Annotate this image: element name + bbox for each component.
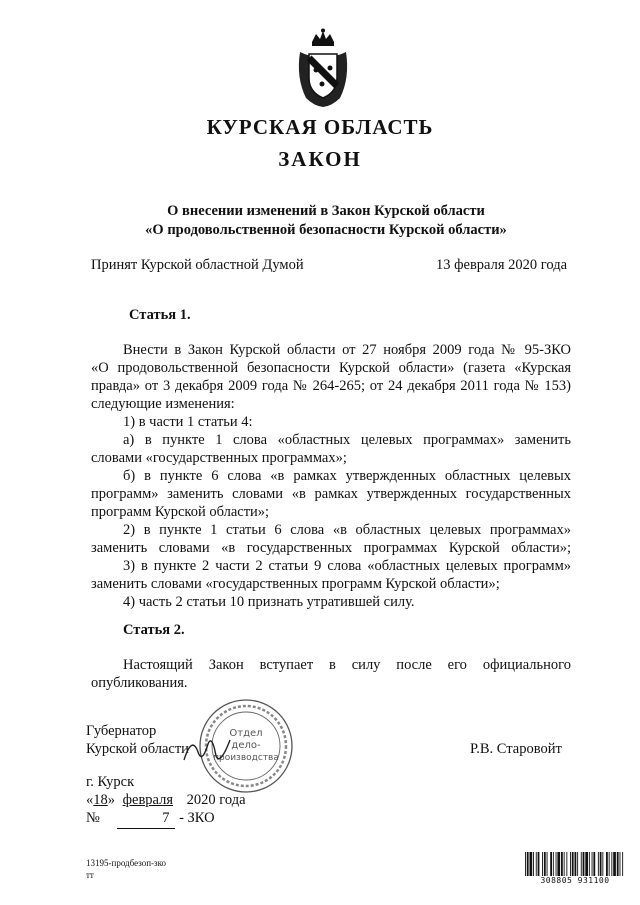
signing-date [86, 791, 246, 810]
barcode-bar [583, 852, 585, 876]
article-1-line: правда» от 3 декабря 2009 года № 264-265; от 24 декабря 2011 года № 153) [91, 378, 571, 394]
article-1-item: словами «государственных программах»; [91, 450, 347, 466]
date-quote-open: « [86, 792, 94, 808]
executor-initials: тт [86, 870, 94, 880]
barcode-bar [572, 852, 574, 876]
article-1-heading: Статья 1. [129, 307, 191, 323]
article-1-item: заменить словами «государственных программ Курской области»; [91, 576, 500, 592]
article-2-line: Настоящий Закон вступает в силу после его официального [123, 657, 571, 673]
barcode-bar [561, 852, 563, 876]
date-month: февраля [122, 792, 174, 808]
governor-title: Губернатор [86, 723, 157, 739]
article-1-line: «О продовольственной безопасности Курской области» (газета «Курская [91, 360, 571, 376]
article-1-item: программ» заменить словами «в рамках утвержденных государственных [91, 486, 571, 502]
adoption-date: 13 февраля 2020 года [436, 257, 568, 273]
barcode-number: 308805 931100 [540, 876, 610, 885]
region-title: КУРСКАЯ ОБЛАСТЬ [206, 115, 434, 139]
barcode-bar [585, 852, 588, 876]
barcode-bar [530, 852, 533, 876]
barcode-bar [602, 852, 603, 876]
barcode-bar [570, 852, 571, 876]
adopted-by: Принят Курской областной Думой [91, 257, 304, 273]
barcode-bar [589, 852, 590, 876]
number-prefix: № [86, 810, 100, 826]
barcode-bar [527, 852, 529, 876]
stamp-line1: Отдел [229, 728, 263, 739]
barcode-bar [575, 852, 577, 876]
number-value: 7 [117, 809, 175, 829]
barcode-bar [611, 852, 612, 876]
date-quote-close: » [107, 792, 115, 808]
barcode-bar [553, 852, 554, 876]
law-title-line1: О внесении изменений в Закон Курской области [167, 203, 485, 219]
barcode-bar [613, 852, 616, 876]
stamp-line3: производства [213, 753, 279, 763]
barcode-bar [581, 852, 582, 876]
barcode-bar [622, 852, 623, 876]
number-suffix: - ЗКО [179, 810, 215, 826]
article-2-line: опубликования. [91, 675, 188, 691]
article-1-item: 2) в пункте 1 статьи 6 слова «в областных целевых программах» [123, 522, 571, 538]
handwritten-signature [180, 730, 240, 770]
article-1-item: 3) в пункте 2 части 2 статьи 9 слова «областных целевых программ» [123, 558, 571, 574]
barcode-bar [542, 852, 543, 876]
governor-name: Р.В. Старовойт [470, 741, 562, 757]
barcode-bar [600, 852, 602, 876]
barcode-bar [547, 852, 548, 876]
article-1-item: а) в пункте 1 слова «областных целевых программах» заменить [123, 432, 571, 448]
barcode-bar [533, 852, 534, 876]
barcode-bar [557, 852, 560, 876]
kursk-coat-of-arms-icon [294, 28, 352, 108]
article-1-item: б) в пункте 6 слова «в рамках утвержденных областных целевых [123, 468, 571, 484]
barcode-bar [577, 852, 578, 876]
city: г. Курск [86, 774, 135, 790]
barcode-bar [566, 852, 567, 876]
article-2-heading: Статья 2. [123, 622, 185, 638]
barcode-bar [598, 852, 599, 876]
barcode-bar [609, 852, 610, 876]
law-title-line2: «О продовольственной безопасности Курской области» [145, 222, 507, 238]
article-1-item: заменить словами «в государственных программах Курской области»; [91, 540, 571, 556]
barcode-bar [592, 852, 593, 876]
barcode-bar [564, 852, 565, 876]
barcode-bar [538, 852, 540, 876]
article-1-item: 1) в части 1 статьи 4: [123, 414, 253, 430]
barcode [524, 852, 626, 886]
barcode-bar [606, 852, 608, 876]
barcode-bar [544, 852, 546, 876]
barcode-bar [617, 852, 619, 876]
article-1-item: программ Курской области»; [91, 504, 270, 520]
article-1-line: следующие изменения: [91, 396, 235, 412]
barcode-bar [620, 852, 621, 876]
date-year: 2020 года [186, 792, 246, 808]
barcode-bar [593, 852, 595, 876]
document-type: ЗАКОН [278, 147, 362, 171]
article-1-line: Внести в Закон Курской области от 27 ноября 2009 года № 95-ЗКО [123, 342, 571, 358]
stamp-line2: дело- [231, 740, 261, 751]
barcode-bar [556, 852, 557, 876]
barcode-bar [525, 852, 526, 876]
date-day: 18 [93, 792, 108, 808]
law-number [86, 809, 215, 829]
barcode-bar [536, 852, 537, 876]
article-1-item: 4) часть 2 статьи 10 признать утратившей силу. [123, 594, 415, 610]
file-code: 13195-продбезоп-зко [86, 858, 166, 868]
barcode-bar [550, 852, 552, 876]
governor-region: Курской области [86, 741, 189, 757]
